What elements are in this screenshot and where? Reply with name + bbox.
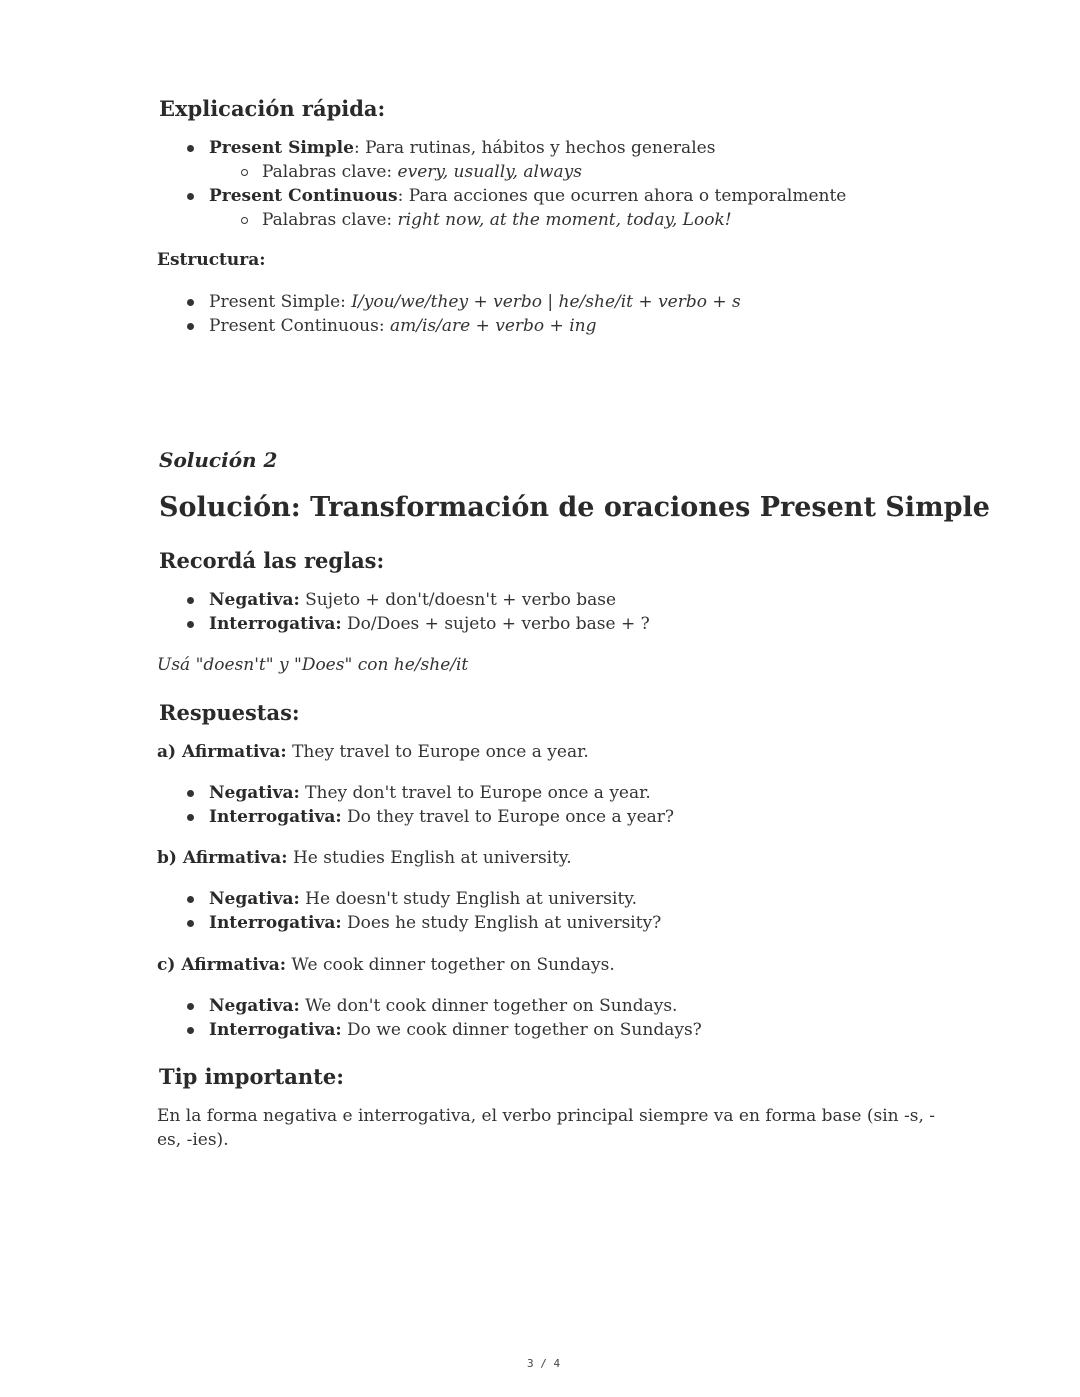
reglas-list — [209, 588, 650, 636]
heading-tip: Tip importante: — [159, 1064, 344, 1089]
item-text: He studies English at university. — [287, 848, 572, 868]
term-label: Negativa: — [209, 996, 300, 1016]
list-item — [209, 184, 846, 208]
term-label: a) Afirmativa: — [157, 742, 287, 762]
item-text: Do we cook dinner together on Sundays? — [341, 1020, 702, 1040]
heading-estructura: Estructura: — [157, 250, 266, 270]
item-text: Do/Does + sujeto + verbo base + ? — [341, 614, 650, 634]
bullet-icon — [187, 597, 194, 604]
item-label: Present Continuous: — [209, 316, 390, 336]
answer-c-list — [209, 994, 702, 1042]
answer-b-affirmative — [157, 846, 572, 870]
term-label: Present Continuous — [209, 186, 398, 206]
formula: I/you/we/they + verbo | he/she/it + verbo + s — [351, 292, 741, 312]
sub-list-item — [262, 160, 846, 184]
sub-list-item — [262, 208, 846, 232]
item-text: They travel to Europe once a year. — [286, 742, 589, 762]
item-text: : Para acciones que ocurren ahora o temporalmente — [397, 186, 847, 206]
list-item — [209, 290, 741, 314]
list-item — [209, 314, 741, 338]
tip-text-line-2: es, -ies). — [157, 1130, 229, 1150]
item-label: Present Simple: — [209, 292, 352, 312]
bullet-icon — [187, 920, 194, 927]
answer-a-affirmative — [157, 740, 589, 764]
item-text: They don't travel to Europe once a year. — [299, 783, 651, 803]
estructura-list — [209, 290, 741, 338]
note-text: Usá "doesn't" y "Does" con he/she/it — [157, 655, 469, 675]
bullet-icon — [187, 299, 194, 306]
hollow-bullet-icon — [241, 217, 248, 224]
term-label: b) Afirmativa: — [157, 848, 288, 868]
formula: am/is/are + verbo + ing — [390, 316, 597, 336]
answer-a-list — [209, 781, 674, 829]
list-item — [209, 911, 661, 935]
bullet-icon — [187, 193, 194, 200]
list-item — [209, 136, 846, 160]
item-text: Does he study English at university? — [341, 913, 662, 933]
list-item — [209, 781, 674, 805]
term-label: Interrogativa: — [209, 614, 342, 634]
list-item — [209, 805, 674, 829]
explicacion-list — [209, 136, 846, 232]
sub-label: Palabras clave: — [262, 210, 398, 230]
term-label: Interrogativa: — [209, 1020, 342, 1040]
keywords: right now, at the moment, today, Look! — [397, 210, 732, 230]
bullet-icon — [187, 323, 194, 330]
bullet-icon — [187, 145, 194, 152]
item-text: We cook dinner together on Sundays. — [286, 955, 615, 975]
keywords: every, usually, always — [397, 162, 582, 182]
bullet-icon — [187, 896, 194, 903]
tip-text-line-1: En la forma negativa e interrogativa, el verbo principal siempre va en forma base (sin -s, - — [157, 1106, 936, 1126]
list-item — [209, 612, 650, 636]
page-title: Solución: Transformación de oraciones Present Simple — [159, 492, 990, 523]
term-label: Negativa: — [209, 889, 300, 909]
item-text: Sujeto + don't/doesn't + verbo base — [299, 590, 617, 610]
bullet-icon — [187, 814, 194, 821]
item-text: Do they travel to Europe once a year? — [341, 807, 675, 827]
list-item — [209, 887, 661, 911]
answer-b-list — [209, 887, 661, 935]
term-label: Negativa: — [209, 783, 300, 803]
term-label: Interrogativa: — [209, 807, 342, 827]
answer-c-affirmative — [157, 953, 615, 977]
list-item — [209, 1018, 702, 1042]
term-label: Negativa: — [209, 590, 300, 610]
bullet-icon — [187, 1003, 194, 1010]
heading-explicacion: Explicación rápida: — [159, 96, 386, 121]
term-label: Present Simple — [209, 138, 354, 158]
list-item — [209, 588, 650, 612]
list-item — [209, 994, 702, 1018]
sub-label: Palabras clave: — [262, 162, 398, 182]
heading-reglas: Recordá las reglas: — [159, 548, 385, 573]
page-indicator: 3 / 4 — [527, 1357, 561, 1370]
heading-respuestas: Respuestas: — [159, 700, 300, 725]
term-label: c) Afirmativa: — [157, 955, 287, 975]
item-text: : Para rutinas, hábitos y hechos generales — [353, 138, 716, 158]
solution-label: Solución 2 — [159, 448, 278, 472]
item-text: We don't cook dinner together on Sundays. — [299, 996, 678, 1016]
term-label: Interrogativa: — [209, 913, 342, 933]
bullet-icon — [187, 790, 194, 797]
item-text: He doesn't study English at university. — [299, 889, 638, 909]
hollow-bullet-icon — [241, 169, 248, 176]
bullet-icon — [187, 621, 194, 628]
bullet-icon — [187, 1027, 194, 1034]
